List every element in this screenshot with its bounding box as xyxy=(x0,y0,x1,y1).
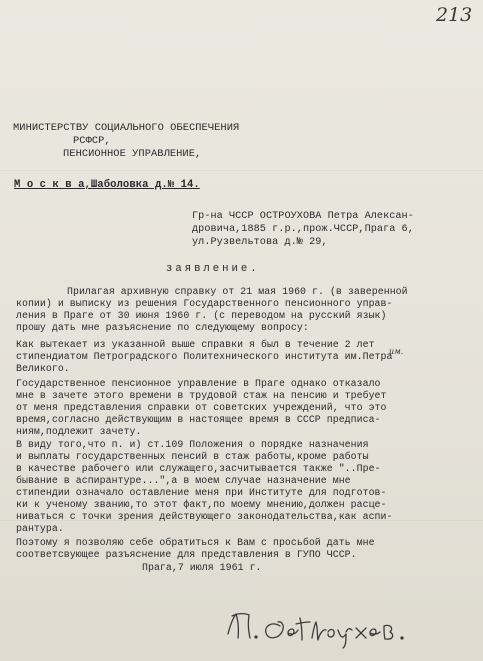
handwritten-insert: им. xyxy=(389,347,404,356)
body-line: бывание в аспирантуре...",а в моем случае назначение мне xyxy=(16,475,351,486)
body-line: Государственное пенсионное управление в Праге однако отказало xyxy=(16,378,381,389)
document-title: заявление. xyxy=(166,263,260,275)
city-address-line: М о с к в а,Шаболовка д.№ 14. xyxy=(14,179,200,191)
body-line: время,согласно действующим в настоящее время в СССР предписа- xyxy=(16,414,381,425)
body-line: Поэтому я позволяю себе обратиться к Вам с просьбой дать мне xyxy=(16,537,375,548)
body-line: ниям,подлежит зачету. xyxy=(16,426,142,437)
body-line: ниваться с точки зрения действующего законодательства,как аспи- xyxy=(16,511,393,522)
addressee-line-3: ПЕНСИОННОЕ УПРАВЛЕНИЕ, xyxy=(63,148,202,160)
body-line: и выплаты государственных пенсий в стаж работы,кроме работы xyxy=(16,451,369,462)
body-line: Прилагая архивную справку от 21 мая 1960 г. (в заверенной xyxy=(67,286,408,297)
body-line: ления в Праге от 30 июня 1960 г. (с переводом на русский язык) xyxy=(16,310,387,321)
scan-artifact xyxy=(0,170,483,171)
body-line: рантура. xyxy=(16,523,64,534)
sender-line-2: дровича,1885 г.р.,прож.ЧССР,Прага 6, xyxy=(192,224,414,235)
body-line: стипендиатом Петроградского Политехнического институтa им.Петра xyxy=(16,351,393,362)
body-line: прошу дать мне разъяснение по следующему вопросу: xyxy=(16,322,309,333)
body-line: от меня представления справки от советских учреждений, что это xyxy=(16,402,387,413)
body-line: Как вытекает из указанной выше справки я был в течение 2 лет xyxy=(16,339,375,350)
sender-line-1: Гр-на ЧССР ОСТРОУХОВА Петра Алексан- xyxy=(192,211,414,222)
body-line: В виду того,что п. и) ст.109 Положения о порядке назначения xyxy=(16,439,369,450)
addressee-line-1: МИНИСТЕРСТВУ СОЦИАЛЬНОГО ОБЕСПЕЧЕНИЯ xyxy=(13,122,240,134)
body-line: соответсвующее разъяснение для представления в ГУПО ЧССР. xyxy=(16,549,357,560)
body-line: мне в зачете этого времени в трудовой стаж на пенсию и требует xyxy=(16,390,387,401)
scan-artifact xyxy=(0,520,483,521)
addressee-line-2: РСФСР, xyxy=(73,135,111,147)
body-line: стипендии означало оставление меня при Институте для подготов- xyxy=(16,487,387,498)
body-line: копии) и выписку из решения Государственного пенсионного управ- xyxy=(16,298,393,309)
body-line: в качестве рабочего или служащего,засчитывается также "..Пре- xyxy=(16,463,381,474)
body-line: ки к ученому званию,то этот факт,по моему мнению,должен расце- xyxy=(16,499,387,510)
date-line: Прага,7 июля 1961 г. xyxy=(142,562,262,573)
sender-line-3: ул.Рузвельтова д.№ 29, xyxy=(192,237,328,248)
page-number: 213 xyxy=(436,4,473,26)
signature-image xyxy=(222,604,442,650)
body-line: Великого. xyxy=(16,363,70,374)
